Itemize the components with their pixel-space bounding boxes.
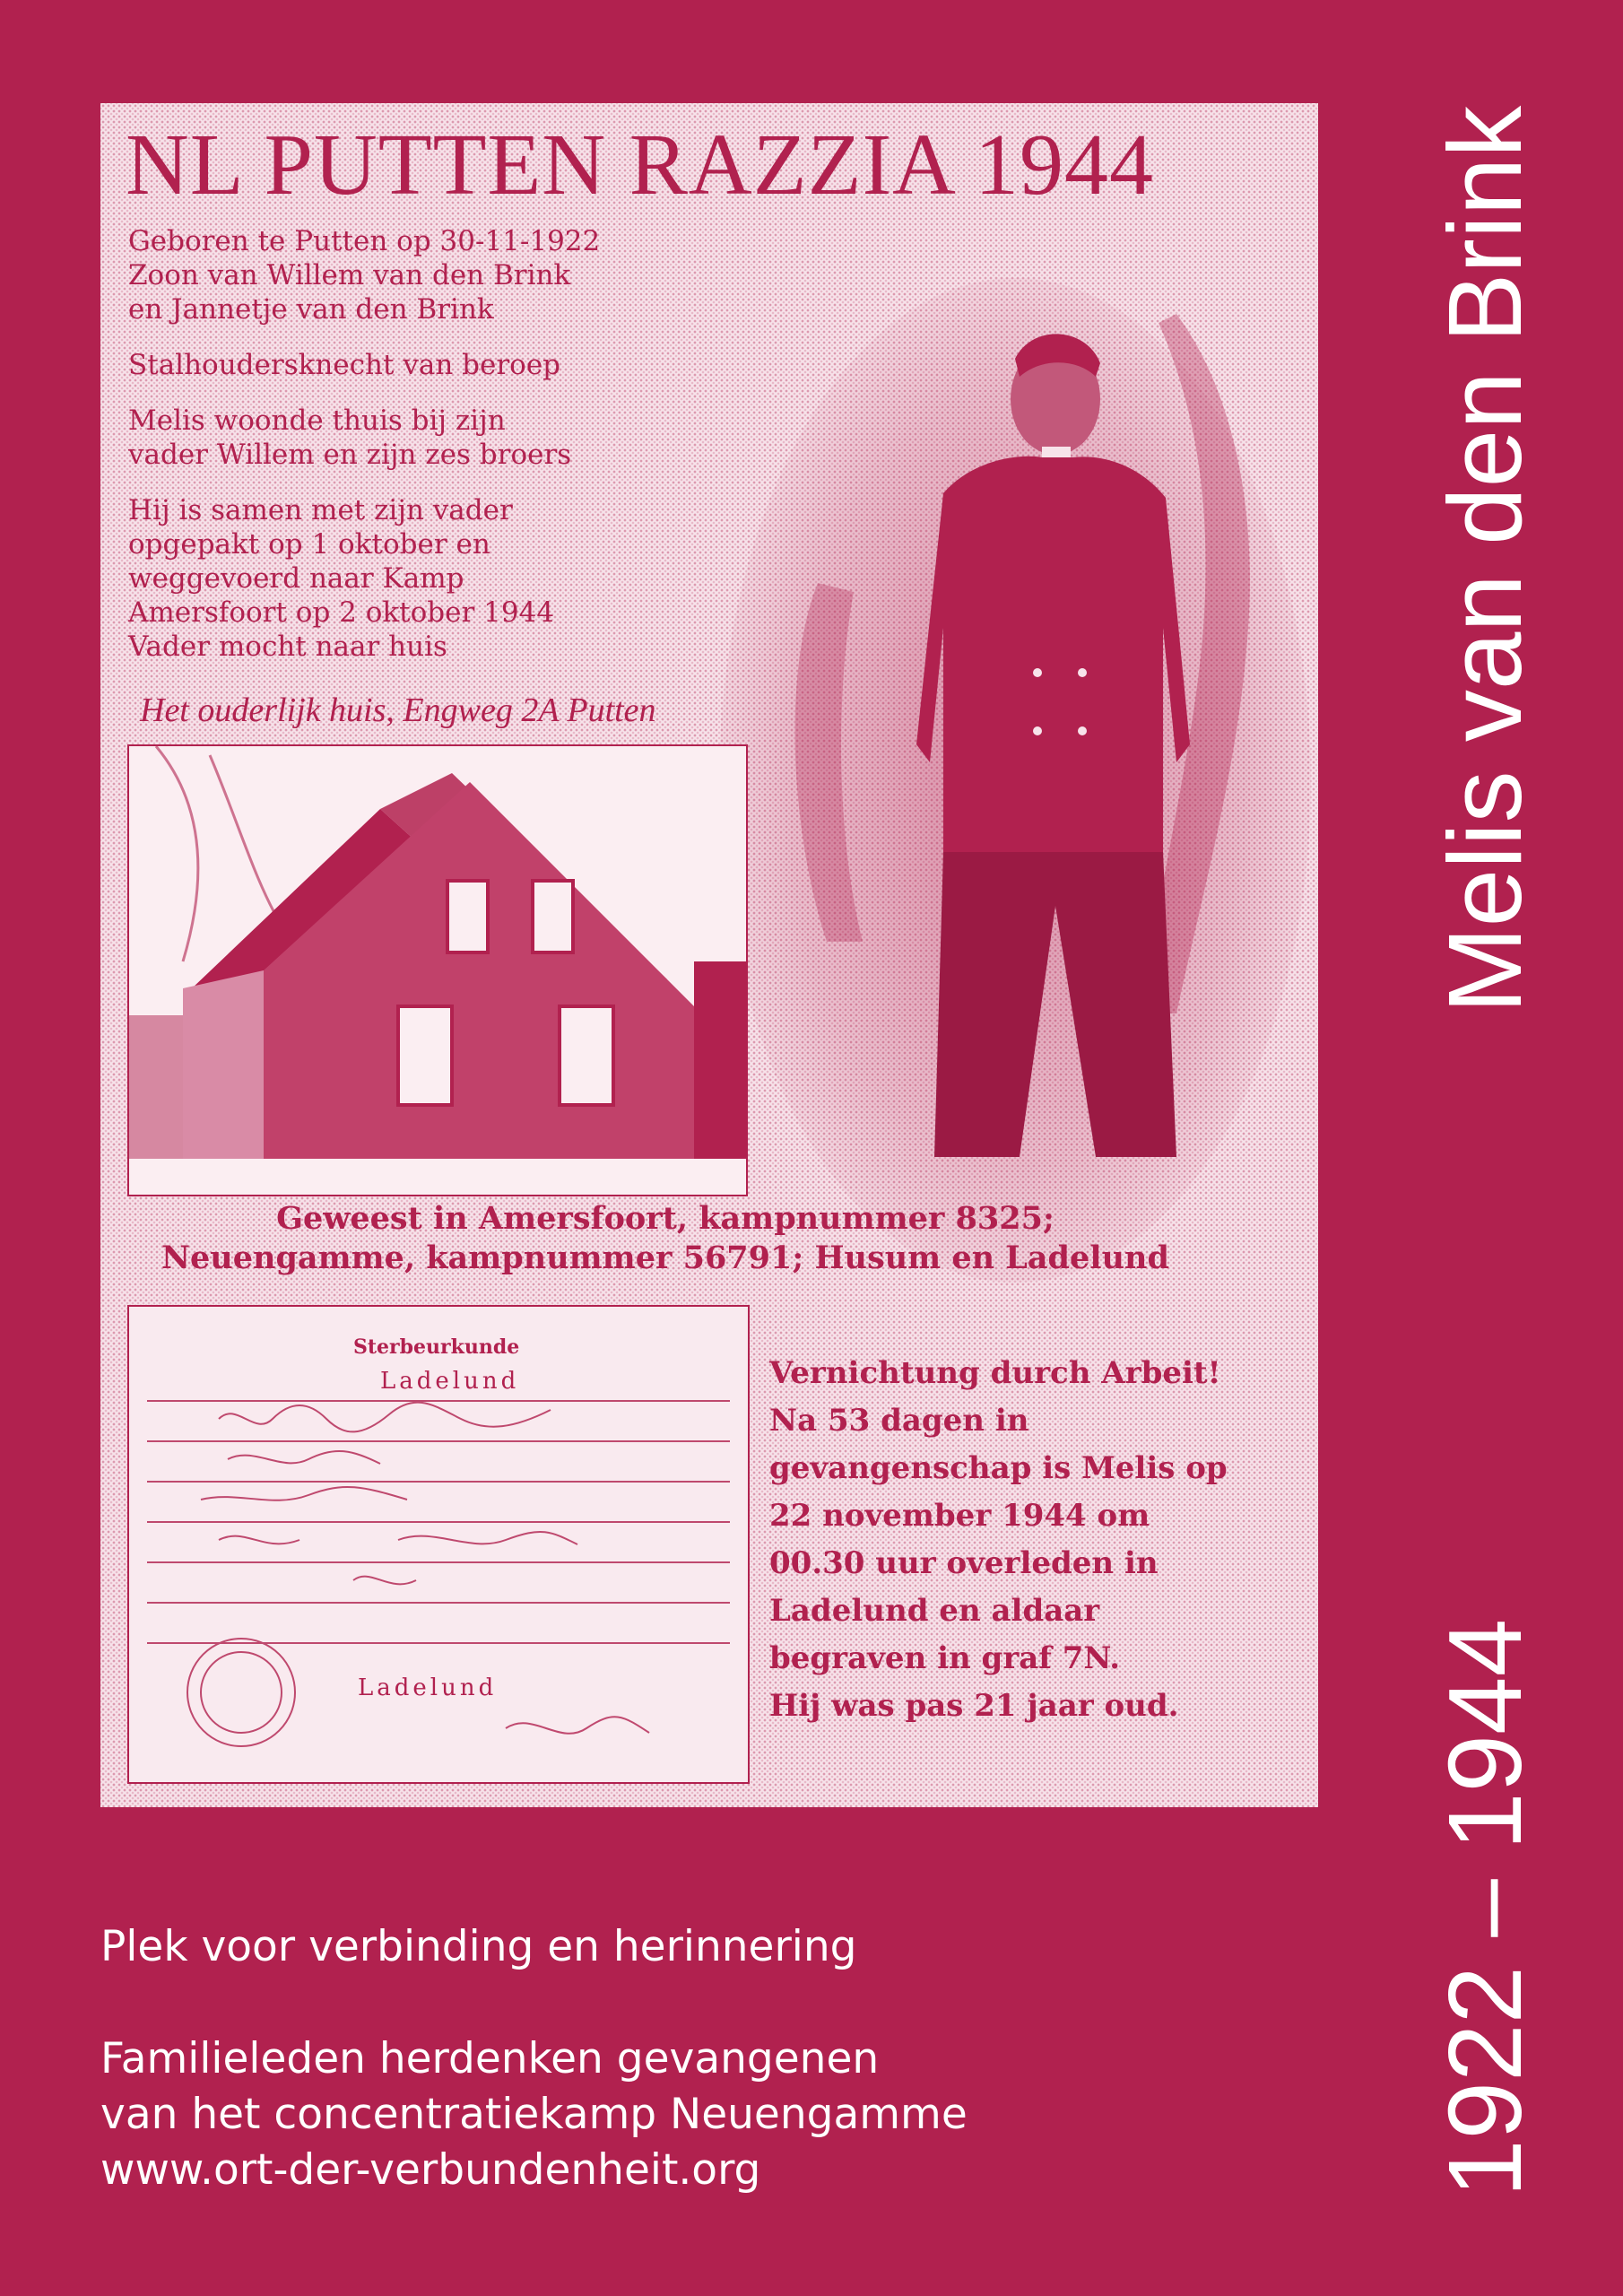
certificate-heading: Sterbeurkunde <box>353 1335 520 1359</box>
bio-home: Melis woonde thuis bij zijn vader Willem en zijn zes broers <box>128 404 572 471</box>
biography <box>128 224 702 685</box>
portrait-photo <box>674 206 1318 1283</box>
certificate-place-bottom: Ladelund <box>358 1674 498 1701</box>
certificate-place-top: Ladelund <box>380 1368 520 1395</box>
fate-line: Vernichtung durch Arbeit! <box>769 1355 1221 1391</box>
footer-line: Familieleden herdenken gevangenen <box>100 2034 880 2083</box>
certificate-handwriting <box>129 1307 748 1782</box>
life-years: 1922 – 1944 <box>1427 1618 1543 2197</box>
fate-line: gevangenschap is Melis op <box>769 1450 1228 1486</box>
tagline: Plek voor verbinding en herinnering <box>100 1922 857 1971</box>
camps-text <box>100 1199 1230 1278</box>
page-title: NL PUTTEN RAZZIA 1944 <box>126 117 1154 213</box>
fate-line: Na 53 dagen in <box>769 1403 1029 1439</box>
fate-line: begraven in graf 7N. <box>769 1640 1121 1676</box>
fate-line: 22 november 1944 om <box>769 1498 1150 1534</box>
bio-occupation: Stalhoudersknecht van beroep <box>128 349 561 381</box>
camps-line: Neuengamme, kampnummer 56791; Husum en Ladelund <box>161 1239 1169 1276</box>
house-caption: Het ouderlijk huis, Engweg 2A Putten <box>140 691 656 729</box>
camps-line: Geweest in Amersfoort, kampnummer 8325; <box>276 1200 1055 1237</box>
fate-line: 00.30 uur overleden in <box>769 1545 1159 1581</box>
bio-arrest: Hij is samen met zijn vader opgepakt op 1 oktober en weggevoerd naar Kamp Amersfoort op 2 oktober 1944 Vader mocht naar huis <box>128 494 555 663</box>
footer-line: van het concentratiekamp Neuengamme <box>100 2090 968 2139</box>
house-photo <box>127 744 748 1196</box>
fate-line: Hij was pas 21 jaar oud. <box>769 1688 1179 1724</box>
death-certificate <box>127 1305 750 1784</box>
website-link[interactable]: www.ort-der-verbundenheit.org <box>100 2145 761 2195</box>
bio-birth: Geboren te Putten op 30-11-1922 Zoon van Willem van den Brink en Jannetje van den Brink <box>128 225 601 326</box>
memorial-panel <box>100 103 1318 1807</box>
house-illustration <box>129 746 746 1195</box>
person-name: Melis van den Brink <box>1427 105 1543 1013</box>
fate-text <box>769 1350 1307 1730</box>
footer-tagline <box>100 1919 856 1975</box>
fate-line: Ladelund en aldaar <box>769 1593 1100 1629</box>
footer-info <box>100 2031 968 2198</box>
